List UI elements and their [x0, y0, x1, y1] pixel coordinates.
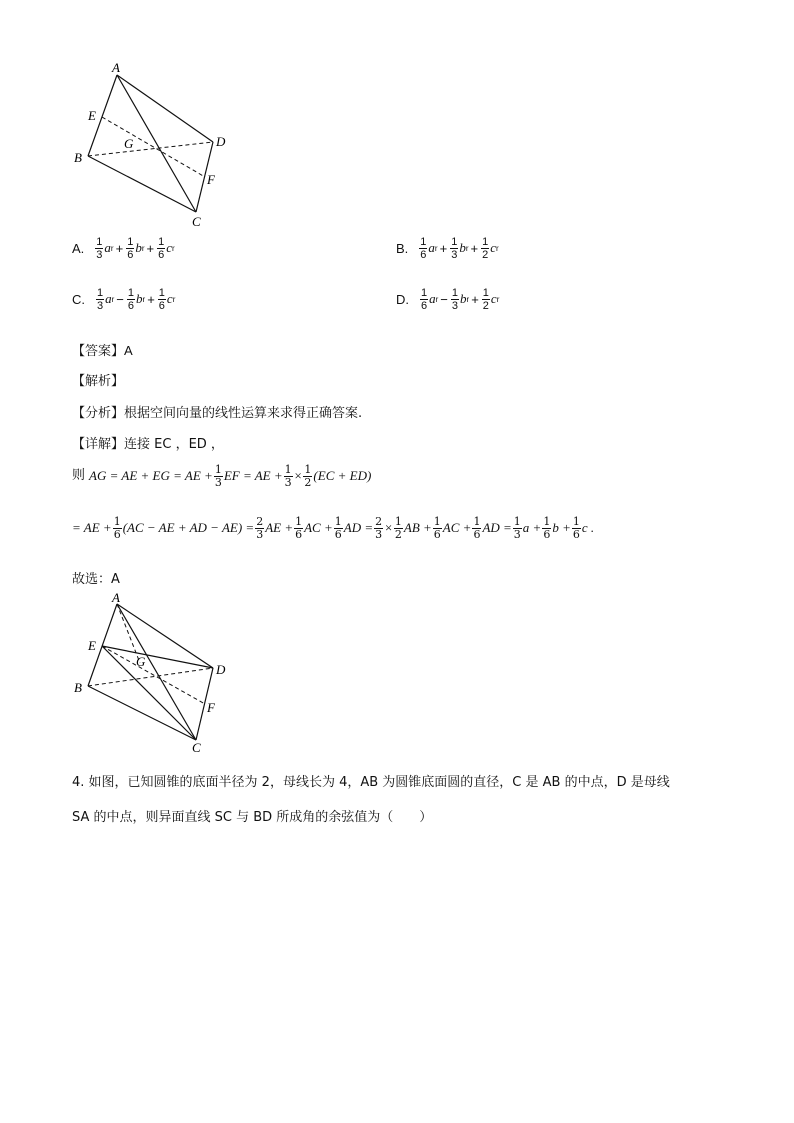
option-C-label: C. [72, 291, 85, 307]
conclusion-line: 故选：A [72, 572, 120, 587]
option-D-label: D. [396, 291, 409, 307]
fenxi-line [72, 402, 362, 421]
option-B-label: B. [396, 240, 409, 256]
option-A-label: A. [72, 240, 85, 256]
option-C: C. $\frac{1}{3}$ a r − $\frac{1}{6}$ b r + $\frac{1}{6}$ c r [72, 286, 176, 312]
label-F: F [207, 172, 215, 187]
label-G-2: G [136, 654, 146, 669]
edge-AD [117, 75, 213, 142]
answer-line [72, 340, 133, 359]
xiangjie-text: 连接 EC ，ED ， [124, 437, 224, 452]
edge-BD [88, 142, 213, 156]
label-E-2: E [88, 638, 96, 653]
label-G: G [124, 136, 134, 151]
label-B: B [74, 150, 82, 165]
answer-value: A [124, 343, 133, 358]
analysis-tag: 【解析】 [72, 374, 125, 389]
answer-tag: 【答案】 [72, 344, 125, 359]
equation-line-2: = AE + $\frac{1}{6}$ (AC − AE + AD − AE) = $\frac{2}{3}$ AE + $\frac{1}{6}$ AC + $\frac{1}{6}$ AD = $\frac{2}{3}$ × $\frac{1}{2}$ AB + $\frac{1}{6}$ AC + $\frac{1}{6}$ AD = $\frac{1}{3}$ a + $\frac{1}{6}$ b + $\frac{1}{6}$ c . [72, 514, 595, 541]
xiangjie-tag: 【详解】 [72, 437, 125, 452]
option-B: B. $\frac{1}{6}$ a r + $\frac{1}{3}$ b r + $\frac{1}{2}$ c r [396, 235, 499, 261]
label-F-2: F [207, 700, 215, 715]
label-D-2: D [216, 662, 226, 677]
xiangjie-line [72, 433, 224, 452]
option-D: D. $\frac{1}{6}$ a r − $\frac{1}{3}$ b r + $\frac{1}{2}$ c r [396, 286, 500, 312]
label-D: D [216, 134, 226, 149]
question-4-line-2: SA 的中点，则异面直线 SC 与 BD 所成角的余弦值为（ ） [72, 810, 433, 825]
tetrahedron-figure-2 [60, 585, 240, 760]
edge-BD-2 [88, 668, 213, 686]
label-C-2: C [192, 740, 201, 755]
segment-EF-2 [102, 646, 205, 704]
label-A-2: A [112, 590, 120, 605]
fenxi-text: 根据空间向量的线性运算来求得正确答案. [124, 406, 363, 421]
label-E: E [88, 108, 96, 123]
label-C: C [192, 214, 201, 229]
label-A: A [112, 60, 120, 75]
equation-line-1: 则 AG = AE + EG = AE + $\frac{1}{3}$ EF = AE + $\frac{1}{3}$ × $\frac{1}{2}$ (EC + ED) [72, 462, 372, 489]
tetrahedron-figure-1 [60, 58, 240, 233]
label-B-2: B [74, 680, 82, 695]
fenxi-tag: 【分析】 [72, 406, 125, 421]
question-4-line-1: 4. 如图，已知圆锥的底面半径为 2，母线长为 4，AB 为圆锥底面圆的直径，C 是 AB 的中点，D 是母线 [72, 775, 670, 790]
option-A: A. $\frac{1}{3}$ a r + $\frac{1}{6}$ b r + $\frac{1}{6}$ c r [72, 235, 175, 261]
